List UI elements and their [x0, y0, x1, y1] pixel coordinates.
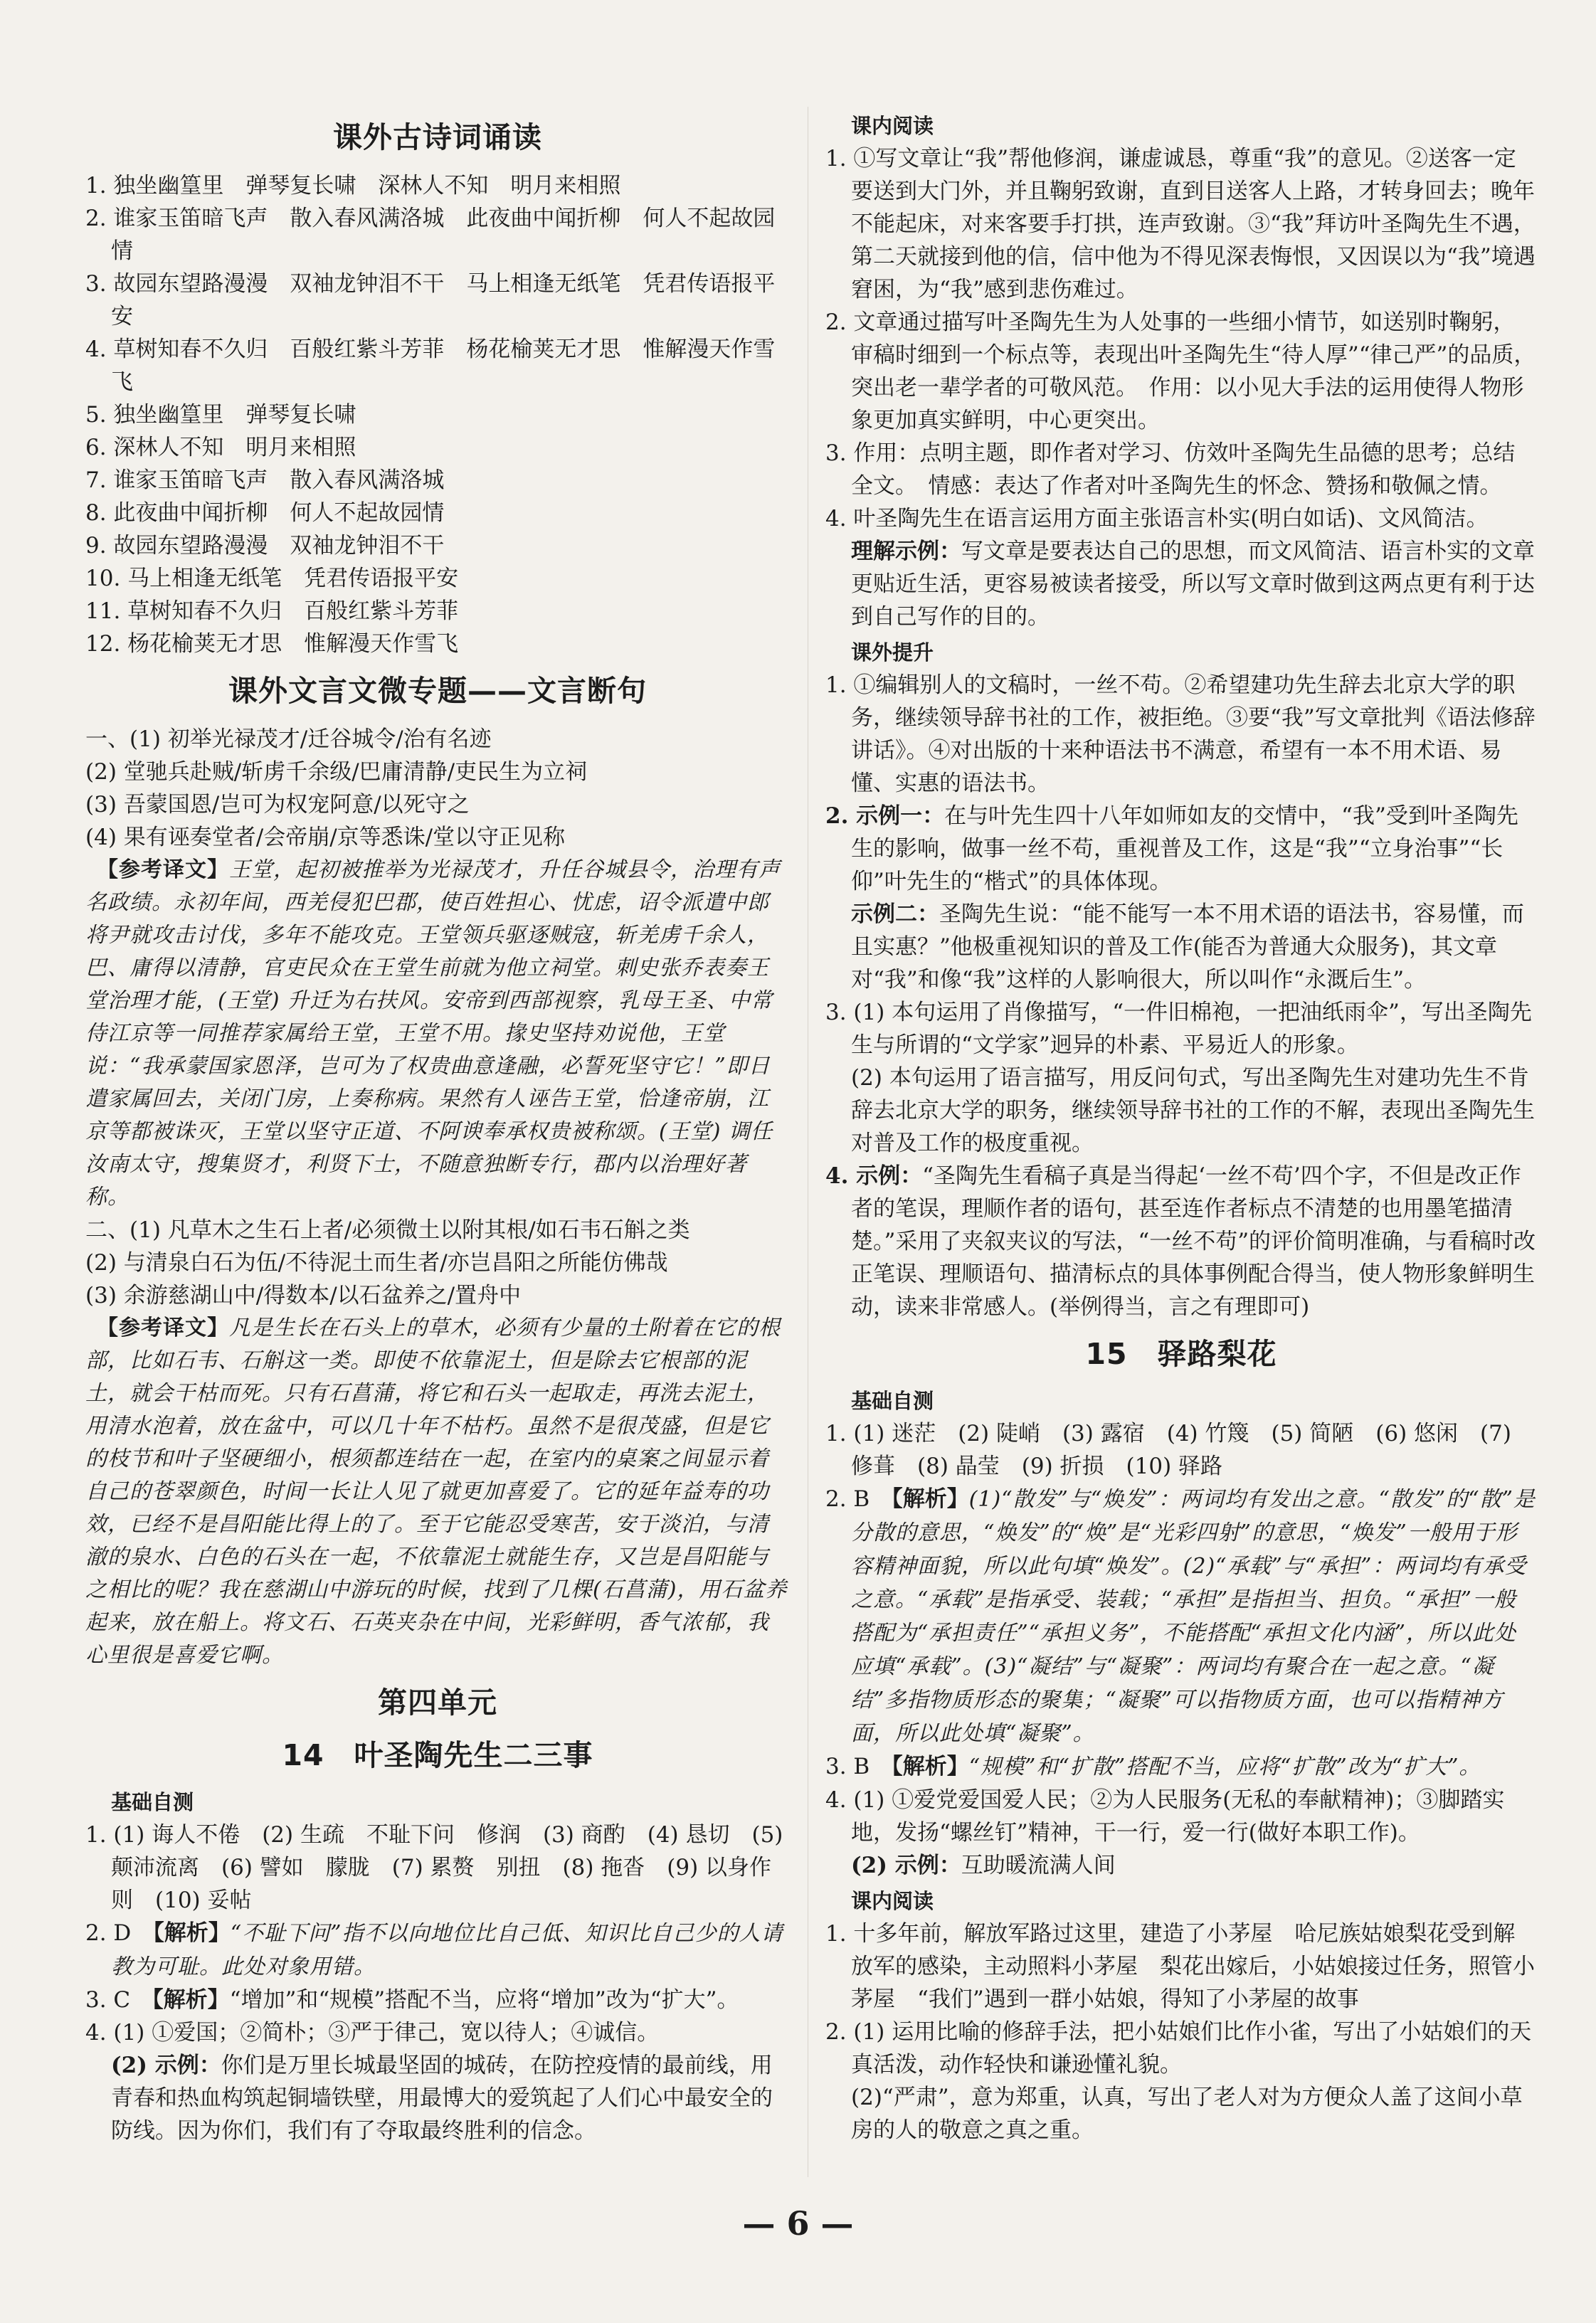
r-extra-3a: 3. (1) 本句运用了肖像描写，“一件旧棉袍，一把油纸雨伞”，写出圣陶先生与所谓的“文学家”迥异的朴素、平易近人的形象。 [825, 1000, 1532, 1058]
r-extra-4-text: “圣陶先生看稿子真是当得起‘一丝不苟’四个字，不但是改正作者的笔误，理顺作者的语句，甚至连作者标点不清楚的也用墨笔描清楚。”采用了夹叙夹议的写法，“一丝不苟”的评价简明准确，与看稿时改正笔误、理顺语句、描清标点的具体事例配合得当，使人物形象鲜明生动，读来非常感人。(举例得当，言之有理即可) [851, 1163, 1536, 1320]
l14-q4b-text: 你们是万里长城最坚固的城砖，在防控疫情的最前线，用青春和热血构筑起铜墙铁壁，用最博大的爱筑起了人们心中最安全的防线。因为你们，我们有了夺取最终胜利的信念。 [111, 2053, 773, 2144]
poem-item-1: 1. 独坐幽篁里 弹琴复长啸 深林人不知 明月来相照 [85, 173, 621, 199]
basic-test-label: 基础自测 [111, 1790, 194, 1814]
l14-q3-analysis: “增加”和“规模”搭配不当，应将“增加”改为“扩大”。 [229, 1987, 739, 2013]
r-read-4: 4. 叶圣陶先生在语言运用方面主张语言朴实(明白如话)、文风简洁。 [825, 506, 1489, 531]
l14-q2-answer: 2. D [85, 1920, 132, 1946]
r-extra-2a [825, 800, 1537, 898]
r15-q3-analysis: “规模”和“扩散”搭配不当，应将“扩散”改为“扩大”。 [968, 1755, 1481, 1779]
poem-item-3: 3. 故园东望路漫漫 双袖龙钟泪不干 马上相逢无纸笔 凭君传语报平安 [85, 271, 776, 329]
l14-q4a: 4. (1) ①爱国；②简朴；③严于律己，宽以待人；④诚信。 [85, 2020, 660, 2046]
ref1-text: 王堂，起初被推举为光禄茂才，升任谷城县令，治理有声名政绩。永初年间，西羌侵犯巴郡，使百姓担心、忧虑，诏令派遣中郎将尹就攻击讨伐，多年不能攻克。王堂领兵驱逐贼寇，斩羌虏千余人，巴、庸得以清静，官吏民众在王堂生前就为他立祠堂。刺史张乔表奏王堂治理才能，(王堂) 升迁为右扶风。安帝到西部视察，乳母王圣、中常侍江京等一同推荐家属给王堂，王堂不用。掾史坚持劝说他，王堂说：“我承蒙国家恩泽，岂可为了权贵曲意逢融，必誓死坚守它！”即日遣家属回去，关闭门房，上奏称病。果然有人诬告王堂，恰逢帝崩，江京等都被诛灭，王堂以坚守正道、不阿谀奉承权贵被称颂。(王堂) 调任汝南太守，搜集贤才，利贤下士，不随意独断专行，郡内以治理好著称。 [85, 857, 781, 1210]
extra-improvement-label: 课外提升 [851, 640, 934, 665]
r15-q4a: 4. (1) ①爱党爱国爱人民；②为人民服务(无私的奉献精神)；③脚踏实地，发扬“螺丝钉”精神，干一行，爱一行(做好本职工作)。 [825, 1787, 1505, 1846]
poem-item-12: 12. 杨花榆荚无才思 惟解漫天作雪飞 [85, 631, 459, 657]
poem-item-2: 2. 谁家玉笛暗飞声 散入春风满洛城 此夜曲中闻折柳 何人不起故园情 [85, 206, 776, 264]
r15-q2-answer: 2. B [825, 1486, 870, 1512]
page-number: — 6 — [742, 2204, 854, 2243]
r15-q2-analysis: (1)“散发”与“焕发”：两词均有发出之意。“散发”的“散”是分散的意思，“焕发”的“焕”是“光彩四射”的意思，“焕发”一般用于形容精神面貌，所以此句填“焕发”。(2)“承载”与“承担”：两词均有承受之意。“承载”是指承受、装载；“承担”是指担当、担负。“承担”一般搭配为“承担责任”“承担义务”，不能搭配“承担文化内涵”，所以此处应填“承载”。(3)“凝结”与“凝聚”：两词均有聚合在一起之意。“凝结”多指物质形态的聚集；“凝聚”可以指物质方面，也可以指精神方面，所以此处填“凝聚”。 [851, 1487, 1536, 1746]
analysis-label: 【解析】 [892, 1754, 969, 1779]
analysis-label: 【解析】 [152, 1987, 230, 2013]
l14-q3-answer: 3. C [85, 1987, 131, 2013]
example-two-label: 示例二： [851, 901, 939, 927]
part2-line-3: (3) 余游慈湖山中/得数本/以石盆养之/置舟中 [85, 1283, 522, 1308]
r-read-3: 3. 作用：点明主题，即作者对学习、仿效叶圣陶先生品德的思考；总结全文。 情感：表达了作者对叶圣陶先生的怀念、赞扬和敬佩之情。 [825, 440, 1516, 499]
r-extra-3b: (2) 本句运用了语言描写，用反问句式，写出圣陶先生对建功先生不肯辞去北京大学的职务，继续领导辞书社的工作的不解，表现出圣陶先生对普及工作的极度重视。 [851, 1065, 1535, 1156]
l14-q2-analysis: “不耻下问”指不以向地位比自己低、知识比自己少的人请教为可耻。此处对象用错。 [111, 1921, 783, 1979]
r-extra-4 [825, 1160, 1537, 1323]
r-read-4-example [825, 535, 1537, 633]
classical-section-title: 课外文言文微专题——文言断句 [228, 674, 647, 708]
poem-answer-list [85, 169, 790, 660]
poem-item-9: 9. 故园东望路漫漫 双袖龙钟泪不干 [85, 533, 445, 559]
example-label: 4. 示例： [825, 1163, 923, 1189]
r-extra-2b-text: 圣陶先生说：“能不能写一本不用术语的语法书，容易懂，而且实惠？”他极重视知识的普及工作(能否为普通大众服务)，其文章对“我”和像“我”这样的人影响很大，所以叫作“永溉后生”。 [851, 901, 1524, 993]
part1-line-4: (4) 果有诬奏堂者/会帝崩/京等悉诛/堂以守正见称 [85, 825, 566, 850]
part1-line-2: (2) 堂驰兵赴贼/斩虏千余级/巴庸清静/吏民生为立祠 [85, 759, 588, 785]
example-label: (2) 示例： [851, 1853, 961, 1878]
l14-q2 [85, 1917, 790, 1984]
basic-test-label: 基础自测 [851, 1389, 934, 1413]
poem-item-11: 11. 草树知春不久归 百般红紫斗芳菲 [85, 598, 459, 624]
analysis-label: 【解析】 [892, 1486, 969, 1512]
r15-q4b [825, 1849, 1537, 1882]
r-read-2: 2. 文章通过描写叶圣陶先生为人处事的一些细小情节，如送别时鞠躬，审稿时细到一个标点等，表现出叶圣陶先生“待人厚”“律己严”的品质，突出老一辈学者的可敬风范。 作用：以小见大手法的运用使得人物形象更加真实鲜明，中心更突出。 [825, 309, 1536, 433]
reference-translation-1 [85, 854, 790, 1214]
poem-section-title: 课外古诗词诵读 [333, 120, 542, 154]
part1-line-3: (3) 吾蒙国恩/岂可为权宠阿意/以死守之 [85, 792, 470, 817]
poem-item-8: 8. 此夜曲中闻折柳 何人不起故园情 [85, 500, 445, 526]
r15-q2 [825, 1483, 1537, 1750]
understanding-example-label: 理解示例： [851, 539, 961, 564]
inclass-reading-label-2: 课内阅读 [851, 1889, 934, 1913]
right-column [825, 107, 1537, 2147]
r-extra-1: 1. ①编辑别人的文稿时，一丝不苟。②希望建功先生辞去北京大学的职务，继续领导辞书社的工作，被拒绝。③要“我”写文章批判《语法修辞讲话》。④对出版的十来种语法书不满意，希望有一本不用术语、易懂、实惠的语法书。 [825, 672, 1536, 796]
ref-label: 【参考译文】 [107, 1316, 229, 1340]
r-read-1: 1. ①写文章让“我”帮他修润，谦虚诚恳，尊重“我”的意见。②送客一定要送到大门外，并且鞠躬致谢，直到目送客人上路，才转身回去；晚年不能起床，对来客要手打拱，连声致谢。③“我”拜访叶圣陶先生不遇，第二天就接到他的信，信中他为不得见深表悔恨，又因误以为“我”境遇窘困，为“我”感到悲伤难过。 [825, 146, 1536, 302]
analysis-label: 【解析】 [153, 1920, 231, 1946]
poem-item-5: 5. 独坐幽篁里 弹琴复长啸 [85, 402, 356, 428]
r15-read-1: 1. 十多年前，解放军路过这里，建造了小茅屋 哈尼族姑娘梨花受到解放军的感染，主动照料小茅屋 梨花出嫁后，小姑娘接过任务，照管小茅屋 “我们”遇到一群小姑娘，得知了小茅屋的故事 [825, 1921, 1535, 2012]
poem-item-7: 7. 谁家玉笛暗飞声 散入春风满洛城 [85, 467, 445, 493]
r15-q4b-text: 互助暖流满人间 [961, 1853, 1116, 1878]
poem-item-6: 6. 深林人不知 明月来相照 [85, 435, 356, 460]
l14-q1: 1. (1) 诲人不倦 (2) 生疏 不耻下问 修润 (3) 商酌 (4) 恳切 (5) 颠沛流离 (6) 譬如 朦胧 (7) 累赘 别扭 (8) 拖沓 (9) 以身作则 (10) 妥帖 [85, 1822, 783, 1913]
l14-q3 [85, 1984, 790, 2016]
reference-translation-2 [85, 1312, 790, 1672]
r15-read-2a: 2. (1) 运用比喻的修辞手法，把小姑娘们比作小雀，写出了小姑娘们的天真活泼，动作轻快和谦逊懂礼貌。 [825, 2019, 1532, 2078]
r-extra-2b [825, 898, 1537, 996]
r-extra-2a-text: 在与叶先生四十八年如师如友的交情中，“我”受到叶圣陶先生的影响，做事一丝不苟，重视普及工作，这是“我”“立身治事”“长仰”叶先生的“楷式”的具体体现。 [851, 803, 1518, 894]
left-column [85, 107, 790, 2147]
l14-q4b [85, 2049, 790, 2147]
ref2-text: 凡是生长在石头上的草木，必须有少量的土附着在它的根部，比如石韦、石斛这一类。即使不依靠泥土，但是除去它根部的泥土，就会干枯而死。只有石菖蒲，将它和石头一起取走，再洗去泥土，用清水泡着，放在盆中，可以几十年不枯朽。虽然不是很茂盛，但是它的枝节和叶子坚硬细小，根须都连结在一起，在室内的桌案之间显示着自己的苍翠颜色，时间一长让人见了就更加喜爱了。它的延年益寿的功效，已经不是昌阳能比得上的了。至于它能忍受寒苦，安于淡泊，与清澈的泉水、白色的石头在一起，不依靠泥土就能生存，又岂是昌阳能与之相比的呢？我在慈湖山中游玩的时候，找到了几棵(石菖蒲)，用石盆养起来，放在船上。将文石、石英夹杂在中间，光彩鲜明，香气浓郁，我心里很是喜爱它啊。 [85, 1316, 788, 1668]
poem-item-10: 10. 马上相逢无纸笔 凭君传语报平安 [85, 566, 459, 591]
ref-label: 【参考译文】 [107, 857, 229, 882]
r15-q1: 1. (1) 迷茫 (2) 陡峭 (3) 露宿 (4) 竹篾 (5) 简陋 (6) 悠闲 (7) 修葺 (8) 晶莹 (9) 折损 (10) 驿路 [825, 1421, 1511, 1479]
lesson-15-title: 15 驿路梨花 [1085, 1337, 1277, 1371]
part2-line-2: (2) 与清泉白石为伍/不待泥土而生者/亦岂昌阳之所能仿佛哉 [85, 1250, 668, 1276]
inclass-reading-label: 课内阅读 [851, 114, 934, 138]
part2-line-1: 二、(1) 凡草木之生石上者/必须微土以附其根/如石韦石斛之类 [85, 1217, 690, 1243]
poem-item-4: 4. 草树知春不久归 百般红紫斗芳菲 杨花榆荚无才思 惟解漫天作雪飞 [85, 337, 776, 395]
lesson-14-title: 14 叶圣陶先生二三事 [282, 1738, 593, 1772]
part1-line-1: 一、(1) 初举光禄茂才/迁谷城令/治有名迹 [85, 726, 492, 752]
example-label: (2) 示例： [111, 2053, 221, 2078]
r-read-4-example-text: 写文章是要表达自己的思想，而文风简洁、语言朴实的文章更贴近生活，更容易被读者接受，所以写文章时做到这两点更有利于达到自己写作的目的。 [851, 539, 1535, 630]
unit-title: 第四单元 [378, 1686, 497, 1720]
r15-read-2b: (2)“严肃”，意为郑重，认真，写出了老人对为方便众人盖了这间小草房的人的敬意之真之重。 [851, 2085, 1523, 2143]
r15-q3-answer: 3. B [825, 1754, 870, 1779]
r15-q3 [825, 1750, 1537, 1784]
example-one-label: 2. 示例一： [825, 803, 945, 829]
